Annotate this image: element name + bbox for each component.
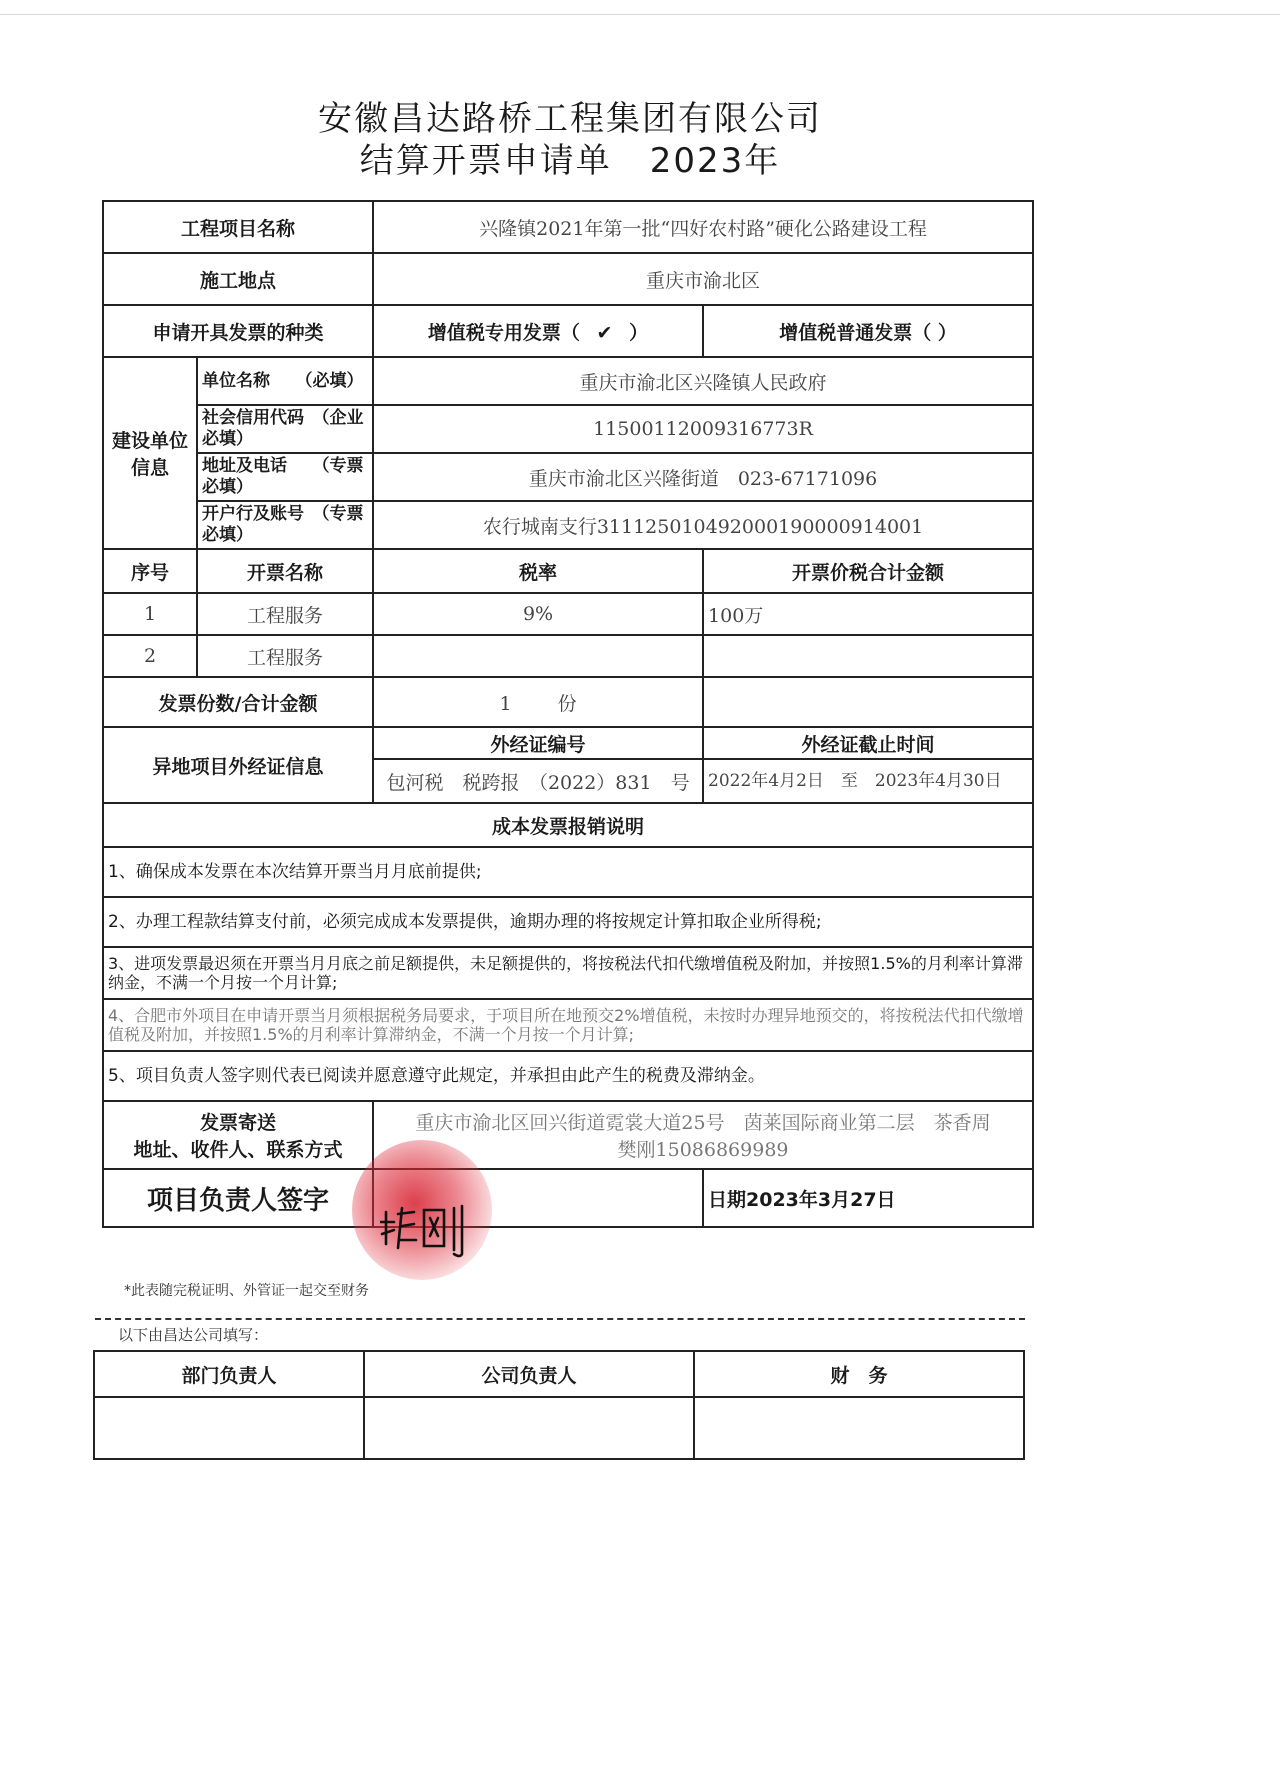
signature-image [380, 1200, 470, 1264]
handwritten-signature-icon [380, 1200, 470, 1260]
items-header-row [103, 549, 1033, 593]
finance-header: 财 务 [694, 1351, 1024, 1397]
project-name-value[interactable]: 兴隆镇2021年第一批“四好农村路”硬化公路建设工程 [373, 201, 1033, 253]
site-value[interactable]: 重庆市渝北区 [373, 253, 1033, 305]
approval-sign-row [94, 1397, 1024, 1459]
item-amount[interactable] [703, 635, 1033, 677]
settlement-form-table [102, 200, 1034, 1228]
builder-field-label: 开户行及账号 （专票必填） [197, 501, 373, 549]
approval-header-row [94, 1351, 1024, 1397]
external-number-header: 外经证编号 [373, 727, 703, 759]
cost-notes-header-row [103, 803, 1033, 847]
dept-head-header: 部门负责人 [94, 1351, 364, 1397]
site-row [103, 253, 1033, 305]
approval-table [93, 1350, 1025, 1460]
mailing-label-line1: 发票寄送 [200, 1112, 277, 1134]
copies-count: 1 [499, 692, 512, 715]
external-deadline-header: 外经证截止时间 [703, 727, 1033, 759]
builder-row-2 [103, 405, 1033, 453]
document-title [0, 98, 1140, 182]
builder-field-label: 单位名称 （必填） [197, 357, 373, 405]
builder-credit-code-value[interactable]: 11500112009316773R [373, 405, 1033, 453]
copies-label: 发票份数/合计金额 [103, 677, 373, 727]
item-no: 2 [103, 635, 197, 677]
company-head-sign-cell[interactable] [364, 1397, 694, 1459]
special-invoice-close: ） [629, 321, 649, 344]
col-header-rate: 税率 [373, 549, 703, 593]
cost-note-item: 3、进项发票最迟须在开票当月月底之前足额提供，未足额提供的，将按税法代扣代缴增值税及附加，并按照1.5%的月利率计算滞纳金，不满一个月按一个月计算; [103, 947, 1033, 999]
company-fill-label: 以下由昌达公司填写： [118, 1326, 269, 1344]
mailing-label-line2: 地址、收件人、联系方式 [133, 1139, 343, 1161]
total-amount-cell[interactable] [703, 677, 1033, 727]
builder-row-3 [103, 453, 1033, 501]
col-header-name: 开票名称 [197, 549, 373, 593]
sign-label: 项目负责人签字 [103, 1169, 373, 1227]
cost-note-row [103, 847, 1033, 897]
item-name[interactable]: 工程服务 [197, 593, 373, 635]
scan-edge-line [0, 14, 1280, 15]
cost-note-row [103, 897, 1033, 947]
cost-note-row [103, 1051, 1033, 1101]
form-year: 2023年 [649, 141, 781, 181]
cost-note-item: 1、确保成本发票在本次结算开票当月月底前提供; [103, 847, 1033, 897]
builder-group-label: 建设单位信息 [103, 357, 197, 549]
form-title [0, 140, 1140, 182]
project-name-row [103, 201, 1033, 253]
sign-row [103, 1169, 1033, 1227]
cost-note-row [103, 999, 1033, 1051]
cut-line-divider [95, 1318, 1025, 1320]
finance-sign-cell[interactable] [694, 1397, 1024, 1459]
mailing-value[interactable] [373, 1101, 1033, 1169]
item-name[interactable]: 工程服务 [197, 635, 373, 677]
external-deadline-value[interactable]: 2022年4月2日 至 2023年4月30日 [703, 759, 1033, 803]
company-name: 安徽昌达路桥工程集团有限公司 [318, 99, 822, 139]
checkmark-icon: ✔ [596, 321, 613, 344]
builder-field-label: 地址及电话 （专票必填） [197, 453, 373, 501]
item-rate[interactable] [373, 635, 703, 677]
cost-note-row [103, 947, 1033, 999]
mailing-label [103, 1101, 373, 1169]
cost-note-item: 4、合肥市外项目在申请开票当月须根据税务局要求，于项目所在地预交2%增值税，未按时办理异地预交的，将按税法代扣代缴增值税及附加，并按照1.5%的月利率计算滞纳金，不满一个月按一个月计算; [103, 999, 1033, 1051]
special-invoice-option[interactable] [373, 305, 703, 357]
cost-note-item: 2、办理工程款结算支付前，必须完成成本发票提供，逾期办理的将按规定计算扣取企业所得税; [103, 897, 1033, 947]
invoice-type-row [103, 305, 1033, 357]
mailing-row [103, 1101, 1033, 1169]
company-head-header: 公司负责人 [364, 1351, 694, 1397]
footnote: *此表随完税证明、外管证一起交至财务 [124, 1283, 369, 1299]
item-amount[interactable]: 100万 [703, 593, 1033, 635]
mailing-contact: 樊刚15086869989 [617, 1139, 789, 1161]
special-invoice-label: 增值税专用发票（ [427, 321, 580, 344]
builder-bank-account-value[interactable]: 农行城南支行311125010492000190000914001 [373, 501, 1033, 549]
project-name-label: 工程项目名称 [103, 201, 373, 253]
item-no: 1 [103, 593, 197, 635]
sign-date[interactable]: 日期2023年3月27日 [703, 1169, 1033, 1227]
builder-row-1 [103, 357, 1033, 405]
builder-field-label: 社会信用代码 （企业必填） [197, 405, 373, 453]
col-header-amount: 开票价税合计金额 [703, 549, 1033, 593]
copies-row [103, 677, 1033, 727]
external-label: 异地项目外经证信息 [103, 727, 373, 803]
builder-address-phone-value[interactable]: 重庆市渝北区兴隆街道 023-67171096 [373, 453, 1033, 501]
invoice-type-label: 申请开具发票的种类 [103, 305, 373, 357]
form-name: 结算开票申请单 [359, 141, 612, 181]
col-header-no: 序号 [103, 549, 197, 593]
table-row [103, 635, 1033, 677]
dept-head-sign-cell[interactable] [94, 1397, 364, 1459]
external-number-value[interactable]: 包河税 税跨报 （2022）831 号 [373, 759, 703, 803]
copies-unit: 份 [557, 692, 577, 715]
copies-value[interactable] [373, 677, 703, 727]
table-row [103, 593, 1033, 635]
builder-unit-name-value[interactable]: 重庆市渝北区兴隆镇人民政府 [373, 357, 1033, 405]
mailing-address: 重庆市渝北区回兴街道霓裳大道25号 茵莱国际商业第二层 茶香周 [415, 1112, 991, 1134]
site-label: 施工地点 [103, 253, 373, 305]
cost-note-item: 5、项目负责人签字则代表已阅读并愿意遵守此规定，并承担由此产生的税费及滞纳金。 [103, 1051, 1033, 1101]
cost-notes-header: 成本发票报销说明 [103, 803, 1033, 847]
normal-invoice-option[interactable]: 增值税普通发票（ ） [703, 305, 1033, 357]
item-rate[interactable]: 9% [373, 593, 703, 635]
external-header-row [103, 727, 1033, 759]
builder-row-4 [103, 501, 1033, 549]
